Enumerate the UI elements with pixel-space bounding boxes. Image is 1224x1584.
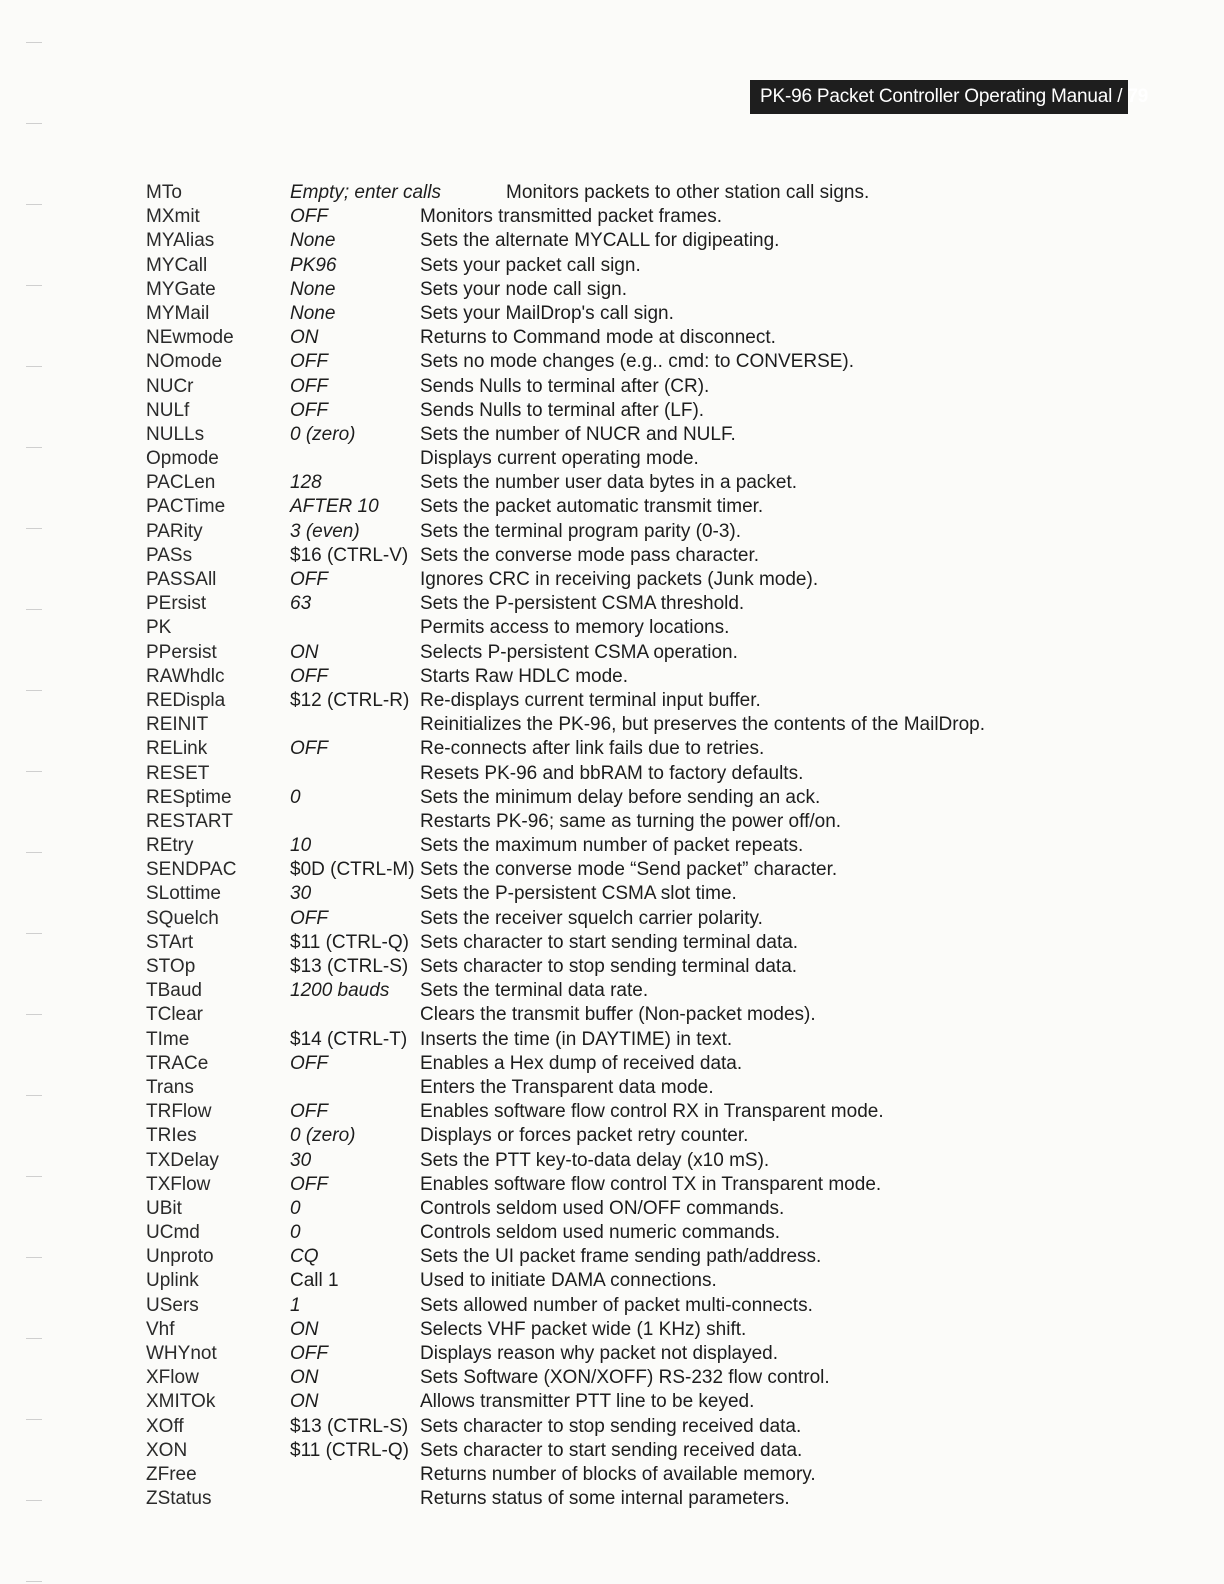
table-row — [138, 1245, 1158, 1269]
default-value: $11 (CTRL-Q) — [290, 931, 409, 953]
table-row — [138, 181, 1158, 205]
table-row — [138, 1076, 1158, 1100]
command-name: NEwmode — [146, 327, 234, 349]
command-description: Sets the UI packet frame sending path/address. — [420, 1246, 822, 1268]
default-value: None — [290, 230, 336, 252]
default-value: $13 (CTRL-S) — [290, 956, 409, 977]
table-row — [138, 495, 1158, 519]
command-name: RESptime — [146, 786, 232, 808]
margin-tick — [26, 528, 42, 529]
command-description: Restarts PK-96; same as turning the power off/on. — [420, 810, 842, 832]
command-name: PK — [146, 617, 172, 639]
table-row — [138, 1149, 1158, 1173]
default-value: $12 (CTRL-R) — [290, 689, 410, 711]
command-name: REtry — [146, 835, 194, 857]
margin-tick — [26, 771, 42, 772]
command-name: TClear — [146, 1004, 204, 1026]
command-name: PACTime — [146, 496, 226, 518]
margin-tick — [26, 204, 42, 205]
command-description: Monitors transmitted packet frames. — [420, 206, 722, 228]
command-name: MYGate — [146, 278, 216, 300]
command-name: XMITOk — [146, 1391, 216, 1413]
table-row — [138, 858, 1158, 882]
command-name: TRIes — [146, 1125, 197, 1147]
command-description: Clears the transmit buffer (Non-packet modes). — [420, 1004, 816, 1026]
command-description: Sets character to start sending received data. — [420, 1439, 803, 1461]
command-description: Sets the PTT key-to-data delay (x10 mS). — [420, 1149, 770, 1171]
command-name: RELink — [146, 738, 208, 760]
table-row — [138, 447, 1158, 471]
command-name: TXFlow — [146, 1173, 211, 1195]
margin-tick — [26, 1014, 42, 1015]
default-value: $11 (CTRL-Q) — [290, 1439, 409, 1461]
command-description: Starts Raw HDLC mode. — [420, 665, 629, 687]
command-description: Sets the number user data bytes in a packet. — [420, 472, 798, 494]
table-row — [138, 1463, 1158, 1487]
table-row — [138, 302, 1158, 326]
table-row — [138, 592, 1158, 616]
command-name: NULLs — [146, 423, 205, 445]
default-value: Call 1 — [290, 1270, 339, 1292]
default-value: ON — [290, 1391, 319, 1413]
default-value: 0 — [290, 786, 301, 808]
default-value: ON — [290, 1318, 319, 1340]
command-description: Displays current operating mode. — [420, 448, 699, 470]
command-name: PASs — [146, 544, 193, 566]
table-row — [138, 737, 1158, 761]
command-name: MYAlias — [146, 230, 215, 252]
command-description: Sets the number of NUCR and NULF. — [420, 423, 736, 445]
command-description: Sets Software (XON/XOFF) RS-232 flow control. — [420, 1367, 830, 1389]
command-name: NULf — [146, 399, 190, 421]
command-description: Sets character to start sending terminal data. — [420, 931, 799, 953]
command-name: PASSAll — [146, 569, 217, 590]
default-value: 1200 bauds — [290, 980, 390, 1002]
table-row — [138, 229, 1158, 253]
table-row — [138, 907, 1158, 931]
command-name: MYCall — [146, 254, 208, 276]
command-description: Ignores CRC in receiving packets (Junk mode). — [420, 569, 819, 590]
table-row — [138, 1318, 1158, 1342]
default-value: OFF — [290, 1343, 328, 1364]
table-row — [138, 810, 1158, 834]
table-row — [138, 616, 1158, 640]
command-name: MTo — [146, 182, 182, 203]
command-description: Permits access to memory locations. — [420, 617, 730, 639]
command-description: Returns number of blocks of available memory. — [420, 1463, 816, 1485]
command-description: Sets the terminal program parity (0-3). — [420, 520, 742, 542]
command-name: WHYnot — [146, 1343, 217, 1364]
command-description: Controls seldom used numeric commands. — [420, 1222, 781, 1244]
default-value: $16 (CTRL-V) — [290, 544, 409, 566]
command-description: Sets the P-persistent CSMA slot time. — [420, 883, 737, 905]
command-description: Displays reason why packet not displayed. — [420, 1343, 779, 1364]
table-row — [138, 1366, 1158, 1390]
table-row — [138, 423, 1158, 447]
header-title: PK-96 Packet Controller Operating Manual / — [760, 86, 1128, 107]
command-description: Re-connects after link fails due to retries. — [420, 738, 765, 760]
default-value: 0 — [290, 1222, 301, 1244]
command-name: PACLen — [146, 472, 216, 494]
command-name: ZFree — [146, 1463, 197, 1485]
default-value: Empty; enter calls — [290, 182, 441, 203]
default-value: OFF — [290, 907, 328, 929]
command-name: MYMail — [146, 302, 210, 324]
default-value: CQ — [290, 1246, 319, 1268]
default-value: PK96 — [290, 254, 337, 276]
command-description: Displays or forces packet retry counter. — [420, 1125, 749, 1147]
command-name: SENDPAC — [146, 859, 237, 881]
default-value: OFF — [290, 1052, 328, 1074]
command-name: USers — [146, 1294, 199, 1316]
command-name: XFlow — [146, 1367, 199, 1389]
command-description: Sets your packet call sign. — [420, 254, 641, 276]
table-row — [138, 1100, 1158, 1124]
table-row — [138, 1221, 1158, 1245]
default-value: 30 — [290, 883, 312, 905]
table-row — [138, 955, 1158, 979]
command-name: REINIT — [146, 714, 209, 736]
command-description: Selects VHF packet wide (1 KHz) shift. — [420, 1318, 747, 1340]
command-name: REDispla — [146, 689, 226, 711]
table-row — [138, 1052, 1158, 1076]
command-name: PPersist — [146, 641, 217, 663]
table-row — [138, 665, 1158, 689]
command-name: UBit — [146, 1197, 182, 1219]
default-value: 63 — [290, 593, 312, 615]
command-description: Resets PK-96 and bbRAM to factory defaults. — [420, 762, 804, 784]
default-value: OFF — [290, 738, 328, 760]
table-row — [138, 544, 1158, 568]
table-row — [138, 326, 1158, 350]
command-name: PErsist — [146, 593, 207, 615]
command-name: TXDelay — [146, 1149, 219, 1171]
table-row — [138, 278, 1158, 302]
command-description: Sets no mode changes (e.g.. cmd: to CONVERSE). — [420, 351, 855, 373]
command-name: Vhf — [146, 1318, 175, 1340]
table-row — [138, 399, 1158, 423]
command-name: Trans — [146, 1076, 194, 1098]
command-name: RESET — [146, 762, 210, 784]
command-description: Sets character to stop sending terminal data. — [420, 956, 798, 977]
table-row — [138, 1415, 1158, 1439]
table-row — [138, 1269, 1158, 1293]
default-value: 30 — [290, 1149, 312, 1171]
command-name: TRFlow — [146, 1101, 212, 1123]
margin-tick — [26, 1257, 42, 1258]
command-description: Sets character to stop sending received data. — [420, 1415, 802, 1437]
command-description: Enables software flow control TX in Transparent mode. — [420, 1173, 882, 1195]
command-description: Enters the Transparent data mode. — [420, 1076, 714, 1098]
default-value: None — [290, 302, 336, 324]
command-description: Sets your MailDrop's call sign. — [420, 302, 674, 324]
table-row — [138, 1487, 1158, 1511]
default-value: 0 (zero) — [290, 1125, 356, 1147]
command-name: XON — [146, 1439, 188, 1461]
command-description: Sets the converse mode pass character. — [420, 544, 760, 566]
margin-tick — [26, 690, 42, 691]
command-description: Re-displays current terminal input buffer. — [420, 689, 761, 711]
table-row — [138, 1342, 1158, 1366]
default-value: 3 (even) — [290, 520, 360, 542]
default-value: ON — [290, 327, 319, 349]
margin-tick — [26, 1581, 42, 1582]
margin-tick — [26, 1500, 42, 1501]
command-description: Inserts the time (in DAYTIME) in text. — [420, 1028, 733, 1050]
command-name: NUCr — [146, 375, 194, 397]
table-row — [138, 834, 1158, 858]
table-row — [138, 1197, 1158, 1221]
margin-tick — [26, 366, 42, 367]
default-value: $0D (CTRL-M) — [290, 859, 415, 881]
table-row — [138, 882, 1158, 906]
command-description: Returns to Command mode at disconnect. — [420, 327, 776, 349]
page-header — [750, 80, 1149, 114]
default-value: 0 (zero) — [290, 423, 356, 445]
command-description: Sends Nulls to terminal after (LF). — [420, 399, 705, 421]
default-value: 0 — [290, 1197, 301, 1219]
table-row — [138, 520, 1158, 544]
margin-tick — [26, 1095, 42, 1096]
margin-tick — [26, 1176, 42, 1177]
margin-tick — [26, 42, 42, 43]
default-value: OFF — [290, 375, 328, 397]
command-name: TRACe — [146, 1052, 209, 1074]
command-description: Sends Nulls to terminal after (CR). — [420, 375, 710, 397]
command-name: STArt — [146, 931, 194, 953]
command-description: Reinitializes the PK-96, but preserves the contents of the MailDrop. — [420, 714, 986, 736]
command-name: RESTART — [146, 810, 233, 832]
command-description: Returns status of some internal parameters. — [420, 1488, 790, 1510]
command-description: Sets the terminal data rate. — [420, 980, 649, 1002]
margin-tick — [26, 933, 42, 934]
margin-tick — [26, 447, 42, 448]
table-row — [138, 1294, 1158, 1318]
command-name: Unproto — [146, 1246, 214, 1268]
default-value: OFF — [290, 206, 328, 228]
command-description: Sets the converse mode “Send packet” character. — [420, 859, 838, 881]
command-description: Monitors packets to other station call signs. — [506, 182, 870, 203]
table-row — [138, 254, 1158, 278]
margin-ticks — [26, 30, 42, 1570]
default-value: ON — [290, 641, 319, 663]
table-row — [138, 689, 1158, 713]
table-row — [138, 1003, 1158, 1027]
command-description: Used to initiate DAMA connections. — [420, 1270, 717, 1292]
command-name: MXmit — [146, 206, 200, 228]
command-name: RAWhdlc — [146, 665, 225, 687]
default-value: ON — [290, 1367, 319, 1389]
table-row — [138, 568, 1158, 592]
command-description: Sets allowed number of packet multi-connects. — [420, 1294, 813, 1316]
table-row — [138, 375, 1158, 399]
command-description: Selects P-persistent CSMA operation. — [420, 641, 738, 663]
default-value: 128 — [290, 472, 322, 494]
default-value: OFF — [290, 399, 328, 421]
command-name: STOp — [146, 956, 196, 977]
command-description: Sets the receiver squelch carrier polarity. — [420, 907, 763, 929]
command-name: SQuelch — [146, 907, 219, 929]
margin-tick — [26, 123, 42, 124]
table-row — [138, 786, 1158, 810]
table-row — [138, 471, 1158, 495]
command-description: Sets the minimum delay before sending an ack. — [420, 786, 821, 808]
command-description: Enables a Hex dump of received data. — [420, 1052, 743, 1074]
command-name: TIme — [146, 1028, 190, 1050]
table-row — [138, 979, 1158, 1003]
command-name: TBaud — [146, 980, 202, 1002]
table-row — [138, 931, 1158, 955]
default-value: OFF — [290, 351, 328, 373]
command-description: Sets the alternate MYCALL for digipeating. — [420, 230, 780, 252]
command-name: SLottime — [146, 883, 221, 905]
table-row — [138, 1124, 1158, 1148]
table-row — [138, 1173, 1158, 1197]
command-table — [138, 181, 1158, 1511]
command-description: Sets the packet automatic transmit timer. — [420, 496, 764, 518]
table-row — [138, 350, 1158, 374]
margin-tick — [26, 1419, 42, 1420]
command-description: Enables software flow control RX in Transparent mode. — [420, 1101, 884, 1123]
default-value: $13 (CTRL-S) — [290, 1415, 409, 1437]
command-name: NOmode — [146, 351, 223, 373]
default-value: 1 — [290, 1294, 301, 1316]
command-description: Allows transmitter PTT line to be keyed. — [420, 1391, 755, 1413]
default-value: OFF — [290, 1101, 328, 1123]
default-value: OFF — [290, 569, 328, 590]
page-number: 79 — [1127, 86, 1149, 107]
default-value: $14 (CTRL-T) — [290, 1028, 408, 1050]
command-name: UCmd — [146, 1222, 200, 1244]
command-description: Controls seldom used ON/OFF commands. — [420, 1197, 785, 1219]
table-row — [138, 713, 1158, 737]
table-row — [138, 641, 1158, 665]
command-description: Sets the P-persistent CSMA threshold. — [420, 593, 745, 615]
command-description: Sets your node call sign. — [420, 278, 628, 300]
table-row — [138, 1390, 1158, 1414]
margin-tick — [26, 1338, 42, 1339]
default-value: None — [290, 278, 336, 300]
default-value: OFF — [290, 665, 328, 687]
command-name: Uplink — [146, 1270, 199, 1292]
command-description: Sets the maximum number of packet repeats. — [420, 835, 804, 857]
command-name: PARity — [146, 520, 203, 542]
margin-tick — [26, 852, 42, 853]
command-name: ZStatus — [146, 1488, 212, 1510]
table-row — [138, 762, 1158, 786]
margin-tick — [26, 285, 42, 286]
table-row — [138, 205, 1158, 229]
default-value: 10 — [290, 835, 312, 857]
command-name: XOff — [146, 1415, 184, 1437]
margin-tick — [26, 609, 42, 610]
default-value: OFF — [290, 1173, 328, 1195]
command-name: Opmode — [146, 448, 219, 470]
table-row — [138, 1028, 1158, 1052]
default-value: AFTER 10 — [290, 496, 379, 518]
table-row — [138, 1439, 1158, 1463]
